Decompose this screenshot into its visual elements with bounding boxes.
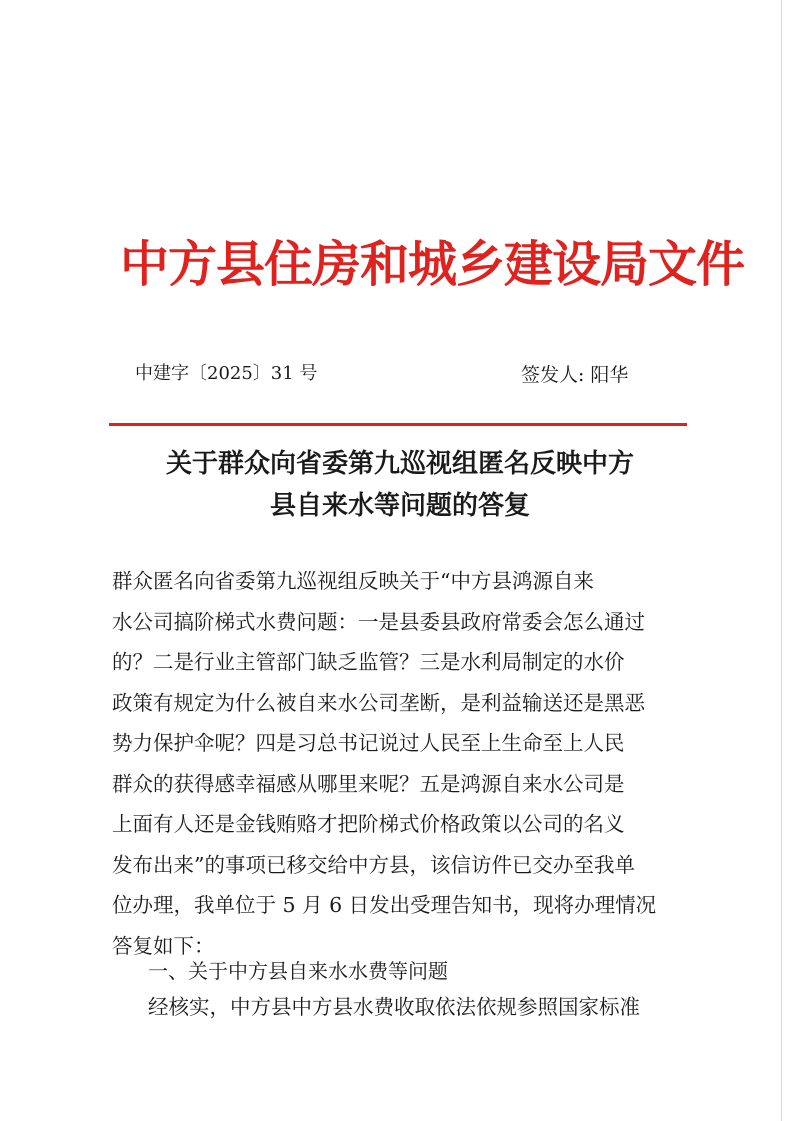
body-line: 政策有规定为什么被自来水公司垄断，是利益输送还是黑恶 <box>112 690 645 715</box>
body-line: 位办理，我单位于 5 月 6 日发出受理告知书，现将办理情况 <box>112 893 657 917</box>
body-line: 的？二是行业主管部门缺乏监管？三是水利局制定的水价 <box>112 650 625 674</box>
issuer-name: 阳华 <box>590 364 629 386</box>
section-heading: 一、关于中方县自来水水费等问题 <box>148 959 448 983</box>
issuer-block <box>521 360 628 387</box>
body-line: 群众的获得感幸福感从哪里来呢？五是鸿源自来水公司是 <box>112 771 625 796</box>
issuer-label: 签发人: <box>521 364 585 386</box>
body-continuation-line: 经核实，中方县中方县水费收取依法依规参照国家标准 <box>148 995 640 1019</box>
body-line: 上面有人还是金钱贿赂才把阶梯式价格政策以公司的名义 <box>112 812 625 836</box>
subject-line-1: 关于群众向省委第九巡视组匿名反映中方 <box>165 449 634 479</box>
body-line: 势力保护伞呢？四是习总书记说过人民至上生命至上人民 <box>112 731 625 755</box>
body-line: 发布出来”的事项已移交给中方县，该信访件已交办至我单 <box>112 852 635 877</box>
document-number: 中建字〔2025〕31 号 <box>135 363 318 384</box>
body-paragraph <box>112 561 678 966</box>
body-line: 群众匿名向省委第九巡视组反映关于“中方县鸿源自来 <box>112 569 594 593</box>
body-line: 答复如下： <box>112 933 215 958</box>
body-line: 水公司搞阶梯式水费问题：一是县委县政府常委会怎么通过 <box>112 609 645 634</box>
subject-line-2: 县自来水等问题的答复 <box>269 491 530 521</box>
page-edge-line <box>781 0 782 1121</box>
document-subject <box>108 443 692 527</box>
header-red-rule <box>109 423 687 426</box>
document-header-title: 中方县住房和城乡建设局文件 <box>120 236 745 293</box>
